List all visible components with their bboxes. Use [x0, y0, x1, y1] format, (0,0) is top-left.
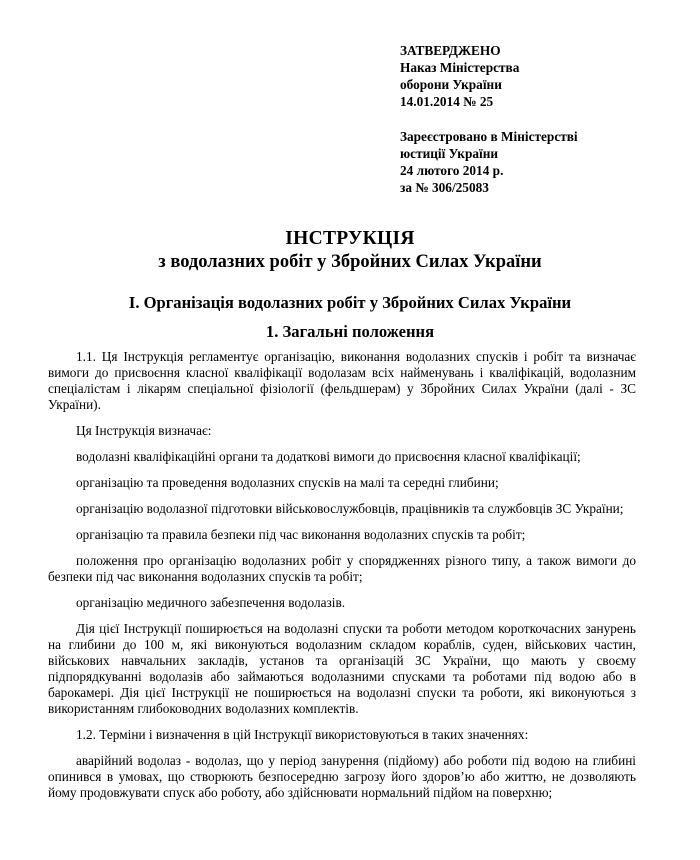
approval-line: оборони України — [400, 77, 502, 92]
section-heading: І. Організація водолазних робіт у Збройних Силах України — [128, 293, 572, 312]
paragraph: 1.1. Ця Інструкція регламентує організацію, виконання водолазних спусків і робіт та визначає вимоги до присвоєння класної кваліфікації водолазам всіх найменувань і кваліфікацій, водолазним спеціалістам і лікарям спеціальної фізіології (фельдшерам) у Збройних Силах України (далі - ЗС України). — [48, 349, 636, 412]
approval-block — [400, 42, 578, 110]
paragraph: організацію медичного забезпечення водолазів. — [76, 595, 346, 610]
registration-block — [400, 128, 578, 196]
registration-line: за № 306/25083 — [400, 180, 489, 195]
title-subtitle: з водолазних робіт у Збройних Силах України — [158, 252, 542, 272]
body-text — [48, 349, 636, 811]
registration-line: юстиції України — [400, 146, 499, 161]
title-main: ІНСТРУКЦІЯ — [285, 228, 415, 249]
paragraph: 1.2. Терміни і визначення в цій Інструкції використовуються в таких значеннях: — [76, 727, 529, 742]
paragraph: положення про організацію водолазних робіт у спорядженнях різного типу, а також вимоги до безпеки під час виконання водолазних спусків та робіт; — [48, 553, 636, 584]
paragraph: організацію водолазної підготовки військовослужбовців, працівників та службовців ЗС України; — [76, 501, 624, 516]
paragraph: організацію та правила безпеки під час виконання водолазних спусків та робіт; — [76, 527, 526, 542]
approval-line: ЗАТВЕРДЖЕНО — [400, 43, 501, 58]
paragraph: Ця Інструкція визначає: — [76, 423, 212, 438]
document-title — [0, 227, 700, 273]
registration-line: 24 лютого 2014 р. — [400, 163, 504, 178]
approval-line: 14.01.2014 № 25 — [400, 94, 494, 109]
approval-stamp — [400, 42, 578, 196]
subsection-heading: 1. Загальні положення — [265, 322, 435, 341]
registration-line: Зареєстровано в Міністерстві — [400, 129, 578, 144]
paragraph: водолазні кваліфікаційні органи та додаткові вимоги до присвоєння класної кваліфікації; — [76, 449, 581, 464]
paragraph: аварійний водолаз - водолаз, що у період занурення (підйому) або роботи під водою на глибині опинився в умовах, що створюють безпосередню загрозу його здоров’ю або життю, не дозволяють йому продовжувати спуск або роботу, або здійснювати нормальний підйом на поверхню; — [48, 753, 636, 800]
paragraph: організацію та проведення водолазних спусків на малі та середні глибини; — [76, 475, 499, 490]
paragraph: Дія цієї Інструкції поширюється на водолазні спуски та роботи методом короткочасних занурень на глибини до 100 м, які виконуються водолазним складом кораблів, суден, військових частин, військових навчальних закладів, установ та організацій ЗС України, що мають у своєму підпорядкуванні водолазів або займаються водолазними спусками та роботами під водою або в барокамері. Дія цієї Інструкції не поширюється на водолазні спуски та роботи, які виконуються з використанням глибоководних водолазних комплектів. — [48, 621, 636, 716]
approval-line: Наказ Міністерства — [400, 60, 520, 75]
